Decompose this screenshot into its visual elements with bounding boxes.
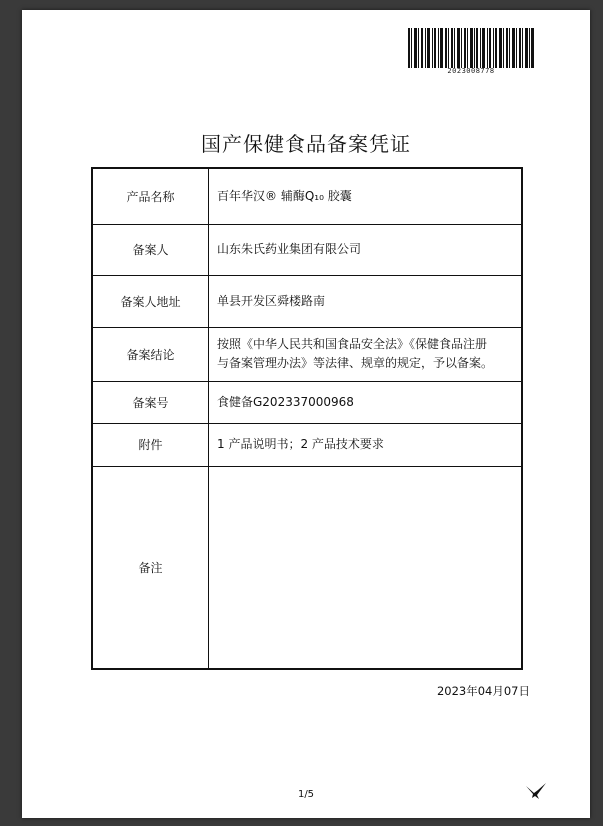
row-value-conclusion — [209, 327, 523, 381]
table-row — [92, 381, 522, 423]
document-title: 国产保健食品备案凭证 — [201, 132, 411, 156]
row-label-registrant: 备案人 — [92, 224, 209, 275]
conclusion-line-1: 按照《中华人民共和国食品安全法》《保健食品注册 — [217, 337, 488, 351]
conclusion-line-2: 与备案管理办法》等法律、规章的规定，予以备案。 — [217, 356, 494, 370]
row-value-product-name: 百年华汉® 辅酶Q₁₀ 胶囊 — [209, 168, 523, 224]
row-value-record-number: 食健备G202337000968 — [209, 381, 523, 423]
table-row — [92, 466, 522, 669]
issue-date: 2023年04月07日 — [436, 684, 530, 698]
barcode-number: 2023008778 — [447, 67, 495, 75]
page-indicator: 1/5 — [297, 789, 315, 800]
row-value-registrant: 山东朱氏药业集团有限公司 — [209, 224, 523, 275]
table-row — [92, 224, 522, 275]
table-row — [92, 423, 522, 466]
row-label-conclusion: 备案结论 — [92, 327, 209, 381]
row-label-attachment: 附件 — [92, 423, 209, 466]
row-label-remarks: 备注 — [92, 466, 209, 669]
document-page — [22, 10, 590, 818]
barcode-icon — [408, 28, 534, 68]
bird-logo-icon — [525, 782, 547, 800]
table-row — [92, 168, 522, 224]
row-label-address: 备案人地址 — [92, 275, 209, 327]
record-table — [91, 167, 523, 670]
row-value-remarks — [209, 466, 523, 669]
row-value-address: 单县开发区舜楼路南 — [209, 275, 523, 327]
table-row — [92, 275, 522, 327]
row-label-record-number: 备案号 — [92, 381, 209, 423]
row-label-product-name: 产品名称 — [92, 168, 209, 224]
table-row — [92, 327, 522, 381]
row-value-attachment: 1 产品说明书；2 产品技术要求 — [209, 423, 523, 466]
